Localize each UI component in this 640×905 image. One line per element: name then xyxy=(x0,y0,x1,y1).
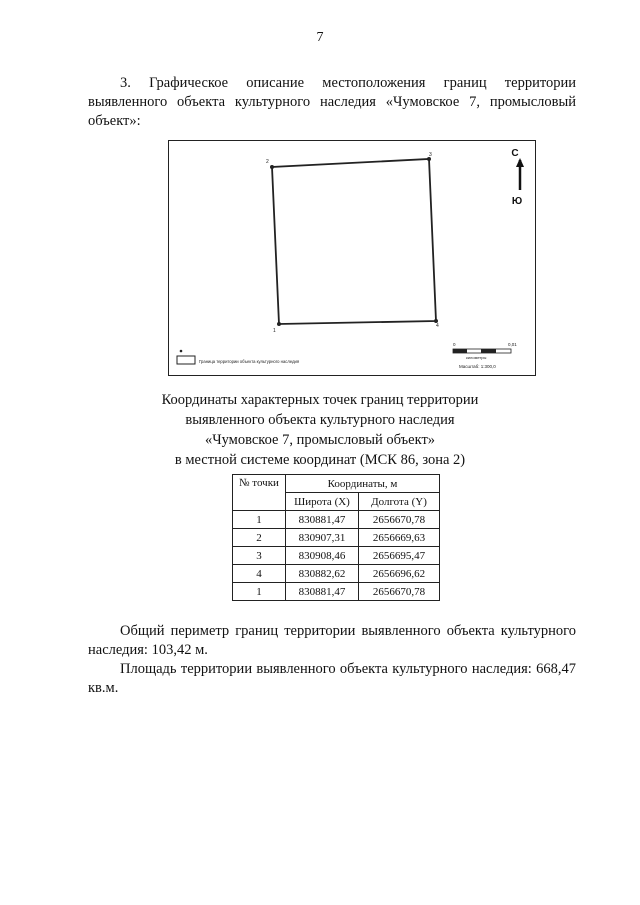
cell-point-number: 1 xyxy=(233,583,286,601)
boundary-point-label-3: 3 xyxy=(429,152,432,158)
boundary-map-drawing xyxy=(169,141,535,375)
caption-line-2: выявленного объекта культурного наследия xyxy=(185,412,455,428)
table-row xyxy=(233,583,440,601)
header-point-number: № точки xyxy=(233,475,286,511)
cell-latitude: 830908,46 xyxy=(286,547,359,565)
north-label: С xyxy=(511,148,519,159)
coordinates-table xyxy=(232,474,440,601)
cell-latitude: 830881,47 xyxy=(286,583,359,601)
header-longitude: Долгота (Y) xyxy=(359,493,440,511)
cell-latitude: 830882,62 xyxy=(286,565,359,583)
page-number: 7 xyxy=(316,30,324,45)
scale-start-label: 0 xyxy=(453,342,456,347)
cell-longitude: 2656670,78 xyxy=(359,511,440,529)
coordinates-caption xyxy=(120,390,520,470)
map-legend xyxy=(177,350,299,364)
territory-boundary-polygon xyxy=(272,159,436,324)
table-header-row xyxy=(233,475,440,493)
south-label: Ю xyxy=(511,196,523,207)
legend-marker-icon xyxy=(180,350,183,353)
scale-ratio-label: Масштаб: 1:300,0 xyxy=(459,364,496,369)
caption-line-4: в местной системе координат (МСК 86, зона 2) xyxy=(174,452,466,468)
cell-latitude: 830881,47 xyxy=(286,511,359,529)
perimeter-text: Общий периметр границ территории выявленного объекта культурного наследия: 103,42 м. xyxy=(88,623,576,658)
cell-latitude: 830907,31 xyxy=(286,529,359,547)
cell-point-number: 4 xyxy=(233,565,286,583)
boundary-point-label-4: 4 xyxy=(436,323,439,329)
table-row xyxy=(233,529,440,547)
cell-point-number: 3 xyxy=(233,547,286,565)
header-latitude: Широта (X) xyxy=(286,493,359,511)
section-heading-text: 3. Графическое описание местоположения границ территории выявленного объекта культурного наследия «Чумовское 7, промысловый объект»: xyxy=(88,75,576,129)
cell-point-number: 1 xyxy=(233,511,286,529)
boundary-point-label-1: 1 xyxy=(273,328,276,334)
table-row xyxy=(233,511,440,529)
boundary-point-2 xyxy=(270,165,274,169)
caption-line-3: «Чумовское 7, промысловый объект» xyxy=(204,432,436,448)
scale-bar xyxy=(453,342,517,369)
boundary-map xyxy=(168,140,536,376)
legend-text: Граница территории объекта культурного наследия xyxy=(199,359,300,364)
cell-longitude: 2656696,62 xyxy=(359,565,440,583)
north-arrow-icon xyxy=(511,148,524,207)
caption-line-1: Координаты характерных точек границ территории xyxy=(161,392,479,408)
area-text: Площадь территории выявленного объекта культурного наследия: 668,47 кв.м. xyxy=(88,661,576,696)
boundary-point-1 xyxy=(277,322,281,326)
cell-longitude: 2656695,47 xyxy=(359,547,440,565)
scale-unit-label: километры xyxy=(466,355,487,360)
boundary-point-label-2: 2 xyxy=(266,159,269,165)
legend-boundary-swatch xyxy=(177,356,195,364)
scale-end-label: 0,01 xyxy=(508,342,517,347)
header-coordinates: Координаты, м xyxy=(286,475,440,493)
table-row xyxy=(233,565,440,583)
cell-longitude: 2656670,78 xyxy=(359,583,440,601)
cell-longitude: 2656669,63 xyxy=(359,529,440,547)
cell-point-number: 2 xyxy=(233,529,286,547)
table-row xyxy=(233,547,440,565)
